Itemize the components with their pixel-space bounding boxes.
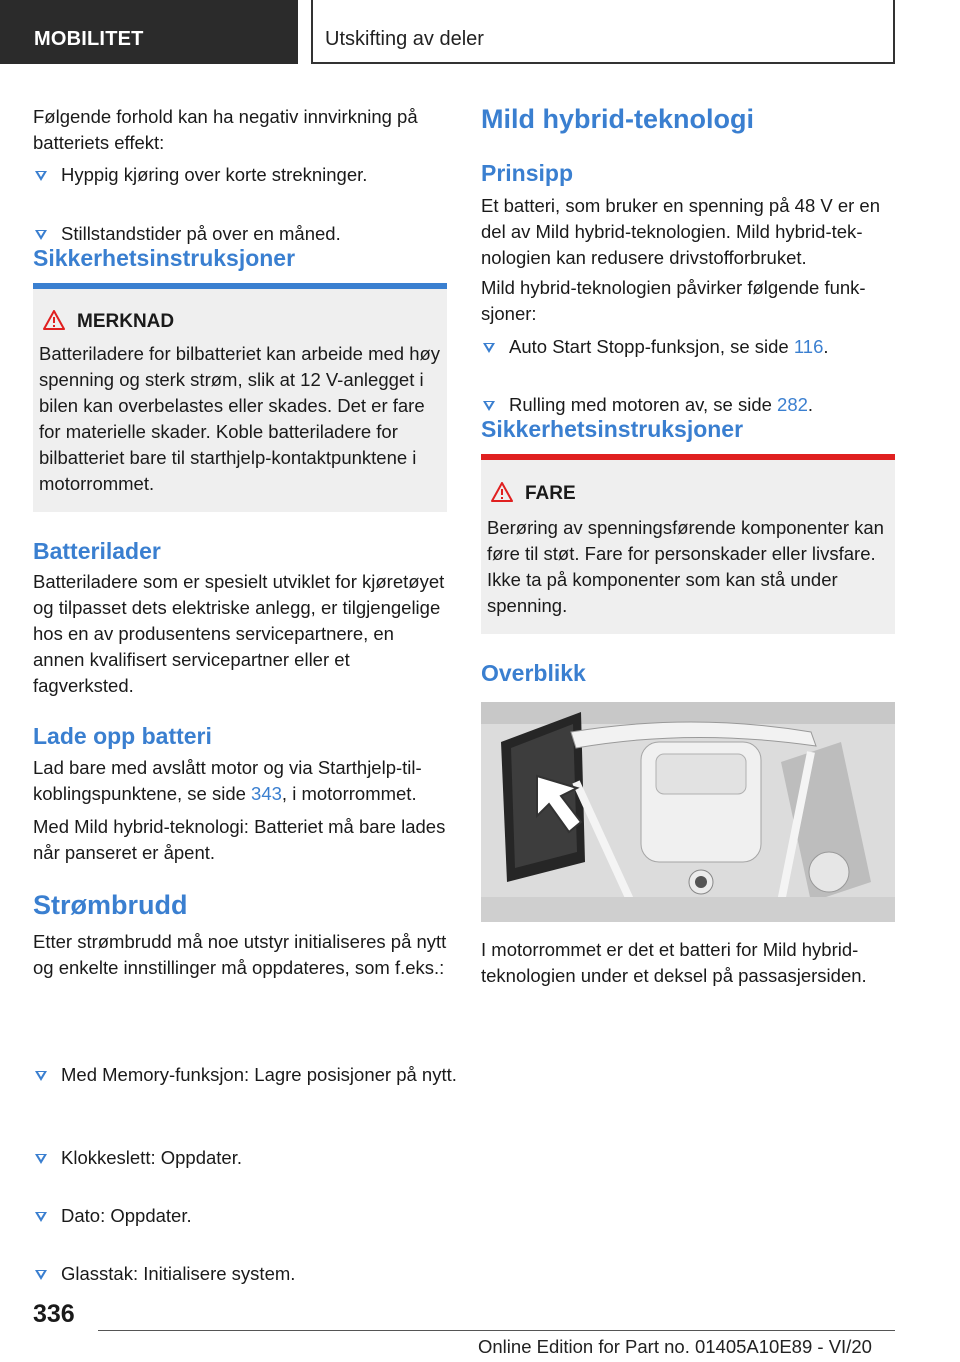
- paragraph: [33, 755, 447, 807]
- main-heading: Mild hybrid-teknologi: [481, 104, 754, 134]
- section-heading: Batterilader: [33, 538, 161, 564]
- page-link[interactable]: 282: [777, 394, 808, 415]
- notice-bar: [33, 283, 447, 289]
- text-run: , i motorrommet.: [281, 783, 417, 804]
- list-item: Klokkeslett: Oppdater.: [33, 1145, 475, 1171]
- paragraph: Med Mild hybrid-teknologi: Batteriet må bare lades når panseret er åpent.: [33, 816, 446, 863]
- photo-caption: I motorrommet er det et batteri for Mild hybrid-teknologien under et deksel på passasjersiden.: [481, 939, 867, 986]
- page-link[interactable]: 343: [251, 783, 282, 804]
- footer-divider: [98, 1330, 895, 1331]
- warning-triangle-icon: [43, 310, 65, 330]
- paragraph: Batteriladere som er spesielt utviklet for kjøretøyet og tilpasset dets elektriske anlegg, er tilgjengelige hos en av produsentens servicepartnere, en annen kvalifisert servicepartner eller et fagverksted.: [33, 571, 445, 696]
- paragraph: Mild hybrid-teknologien påvirker følgende funksjoner:: [481, 277, 866, 324]
- section-heading: Overblikk: [481, 660, 586, 686]
- danger-text: Berøring av spenningsførende komponenter kan føre til støt. Fare for personskader eller livsfare. Ikke ta på komponenter som kan stå under spenning.: [487, 517, 884, 616]
- edition-note: Online Edition for Part no. 01405A10E89 - VI/20: [478, 1336, 872, 1357]
- left-column: [33, 0, 457, 1284]
- notice-box: [33, 283, 447, 512]
- chapter-title: Utskifting av deler: [311, 0, 895, 64]
- section-heading: Sikkerhetsinstruksjoner: [481, 416, 744, 442]
- list-item: [481, 334, 923, 360]
- warning-triangle-icon: [491, 482, 513, 502]
- danger-bar: [481, 454, 895, 460]
- list-item: Glasstak: Initialisere system.: [33, 1261, 475, 1287]
- list-item: Hyppig kjøring over korte strekninger.: [33, 162, 475, 188]
- section-heading: Strømbrudd: [33, 890, 188, 920]
- notice-title: MERKNAD: [77, 311, 175, 332]
- section-heading: Sikkerhetsinstruksjoner: [33, 245, 296, 271]
- text-run: .: [823, 336, 829, 357]
- right-column: [481, 0, 895, 986]
- list-item: Stillstandstider på over en måned.: [33, 221, 475, 247]
- text-run: .: [807, 394, 814, 415]
- list-item: Dato: Oppdater.: [33, 1203, 475, 1229]
- section-heading: Lade opp batteri: [33, 723, 212, 749]
- list-item: Med Memory-funksjon: Lagre posisjoner på nytt.: [33, 1062, 475, 1088]
- page-number: 336: [33, 1300, 75, 1328]
- danger-title: FARE: [525, 483, 576, 504]
- text-run: Lad bare med avslått motor og via Starthjelp-tilkoblingspunktene, se side: [33, 757, 422, 804]
- section-tab: MOBILITET: [0, 0, 298, 64]
- paragraph: Et batteri, som bruker en spenning på 48 V er en del av Mild hybrid-teknologien. Mild hybrid-teknologien kan redusere drivstofforbruket.: [481, 195, 881, 268]
- paragraph: Etter strømbrudd må noe utstyr initialiseres på nytt og enkelte innstillinger må oppdateres, som f.eks.:: [33, 931, 447, 978]
- section-heading: Prinsipp: [481, 160, 574, 186]
- intro-text: Følgende forhold kan ha negativ innvirkning på batteriets effekt:: [33, 106, 418, 153]
- notice-text: Batteriladere for bilbatteriet kan arbeide med høy spenning og sterk strøm, slik at 12 V-anlegget i bilen kan overbelastes eller skades. Det er fare for materielle skader. Koble batteriladere for bilbatteriet bare til starthjelp-kontaktpunktene i motorrommet.: [39, 343, 441, 494]
- engine-bay-photo: [481, 702, 895, 922]
- danger-box: [481, 454, 895, 634]
- text-run: Auto Start Stopp-funksjon, se side: [509, 336, 794, 357]
- text-run: Rulling med motoren av, se side: [509, 394, 778, 415]
- page-link[interactable]: 116: [793, 336, 824, 357]
